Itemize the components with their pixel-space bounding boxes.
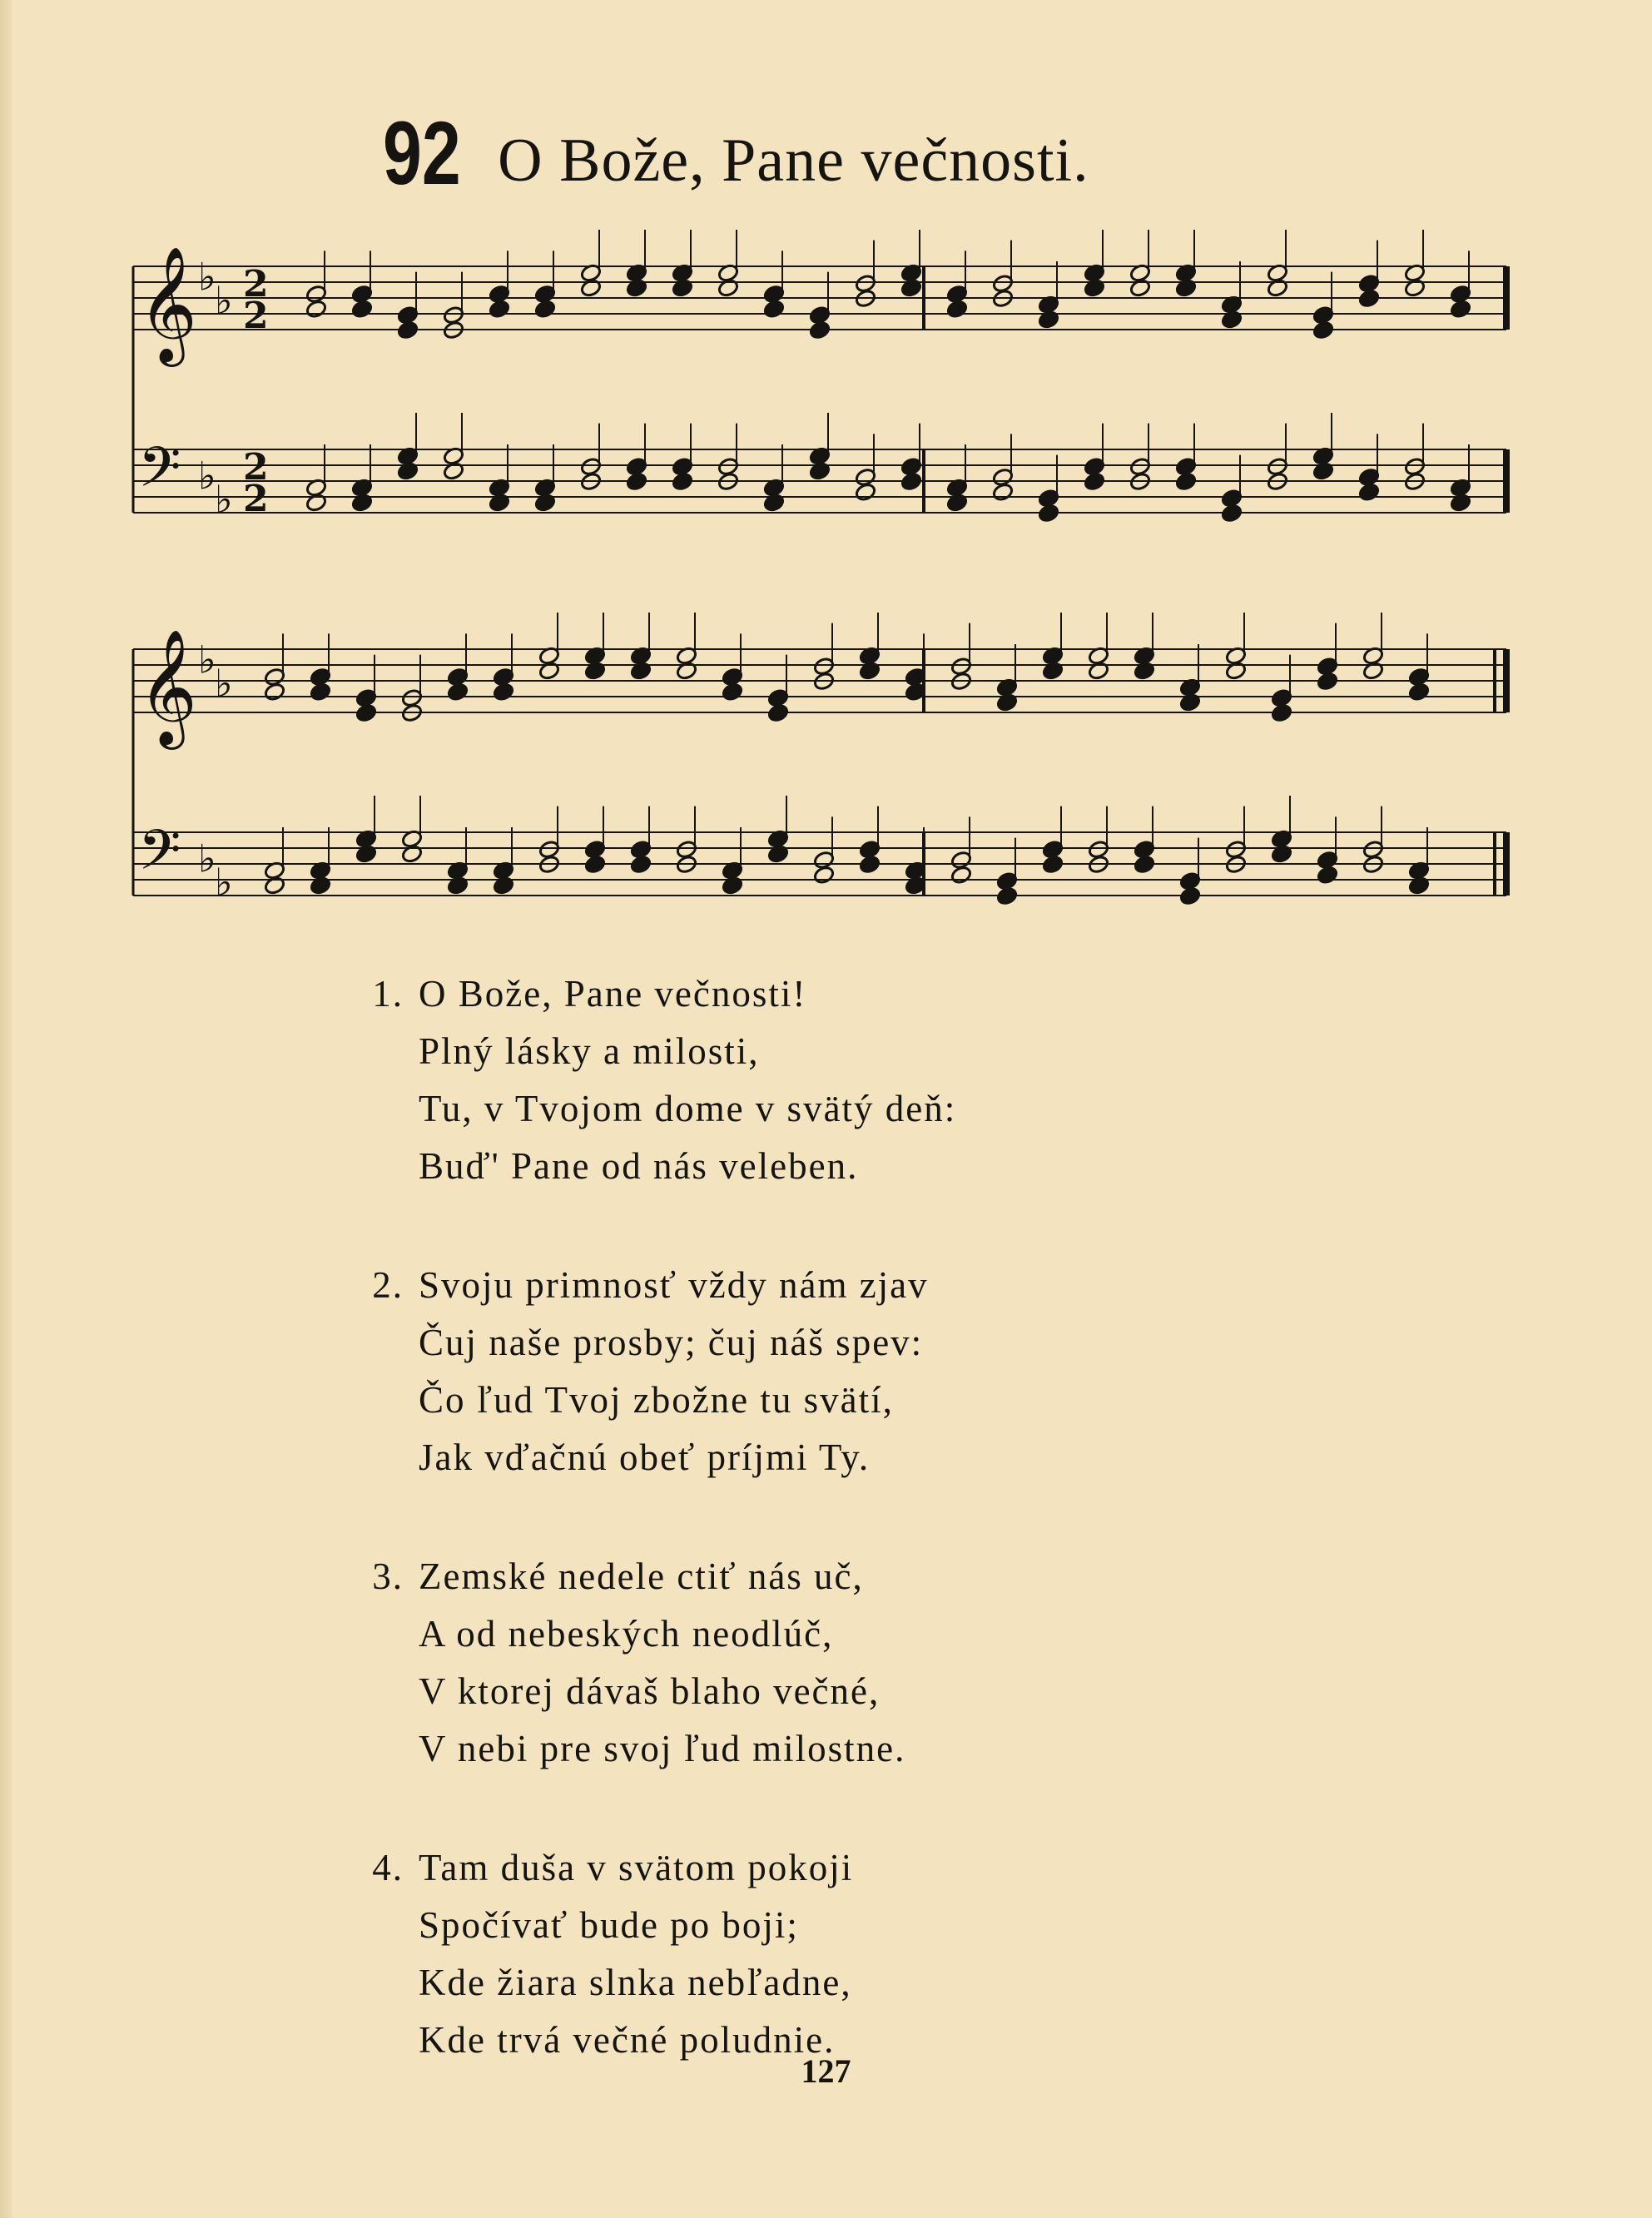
verse-line: Čo ľud Tvoj zbožne tu svätí,	[419, 1379, 894, 1421]
note-head	[1267, 278, 1289, 298]
flat-icon: ♭	[215, 477, 233, 522]
note-head	[1271, 703, 1293, 723]
note-head	[447, 682, 469, 702]
treble-clef-icon: 𝄞	[138, 246, 197, 362]
note-head	[809, 461, 831, 481]
note-head	[493, 682, 515, 702]
note-head	[1225, 661, 1248, 681]
note-head	[1042, 855, 1064, 875]
note-head	[900, 472, 923, 492]
verse-line: Čuj naše prosby; čuj náš spev:	[419, 1322, 924, 1363]
note-head	[717, 278, 740, 298]
note-head	[264, 682, 286, 702]
verse-1	[345, 965, 956, 1195]
note-head	[630, 855, 652, 875]
note-head	[1221, 504, 1243, 523]
verse-3	[345, 1548, 956, 1778]
verse-line: Jak vďačnú obeť príjmi Ty.	[419, 1436, 871, 1478]
note-head	[1408, 876, 1431, 896]
note-head	[809, 320, 831, 340]
flat-icon: ♭	[215, 661, 233, 706]
verse-line: Kde žiara slnka nebľadne,	[419, 1962, 852, 2003]
verse-line: Svoju primnosť vždy nám zjav	[419, 1264, 929, 1306]
time-signature-icon: 2	[243, 295, 269, 337]
note-head	[351, 299, 374, 319]
note-head	[584, 855, 607, 875]
note-head	[489, 299, 511, 319]
note-head	[1312, 461, 1335, 481]
flat-icon: ♭	[198, 836, 216, 881]
bass-clef-icon: 𝄢	[138, 818, 181, 896]
note-head	[813, 865, 836, 885]
note-head	[763, 493, 786, 513]
note-head	[1175, 278, 1198, 298]
note-head	[310, 876, 332, 896]
bass-clef-icon: 𝄢	[138, 435, 181, 513]
note-head	[1134, 661, 1156, 681]
verse-line: V ktorej dávaš blaho večné,	[419, 1670, 881, 1712]
note-head	[767, 703, 790, 723]
note-head	[1084, 472, 1106, 492]
note-head	[1042, 661, 1064, 681]
note-head	[584, 661, 607, 681]
note-head	[763, 299, 786, 319]
hymn-number: 92	[383, 102, 461, 203]
note-head	[900, 278, 923, 298]
note-head	[447, 876, 469, 896]
note-head	[859, 661, 881, 681]
page-number: 127	[801, 2052, 851, 2090]
time-signature-icon: 2	[243, 478, 269, 520]
note-head	[1038, 504, 1060, 523]
verse-line: Tu, v Tvojom dome v svätý deň:	[419, 1088, 957, 1129]
note-head	[1088, 661, 1110, 681]
flat-icon: ♭	[198, 453, 216, 499]
note-head	[538, 661, 561, 681]
flat-icon: ♭	[198, 637, 216, 682]
note-head	[1134, 855, 1156, 875]
note-head	[996, 692, 1019, 712]
verse-number: 3.	[372, 1556, 404, 1597]
note-head	[443, 461, 465, 481]
note-head	[676, 661, 698, 681]
verse-line: Spočívať bude po boji;	[419, 1904, 799, 1946]
note-head	[946, 493, 969, 513]
note-head	[630, 661, 652, 681]
note-head	[1404, 278, 1426, 298]
note-head	[1312, 320, 1335, 340]
note-head	[401, 844, 424, 864]
note-head	[580, 278, 603, 298]
treble-clef-icon: 𝄞	[138, 629, 197, 745]
bass-staff	[133, 818, 1506, 905]
note-head	[1317, 672, 1339, 692]
note-head	[1450, 299, 1472, 319]
note-head	[351, 493, 374, 513]
note-head	[1084, 278, 1106, 298]
music-score	[125, 225, 1523, 974]
note-head	[1179, 886, 1202, 906]
note-head	[355, 844, 378, 864]
treble-staff	[133, 246, 1506, 367]
note-head	[489, 493, 511, 513]
verse-4	[345, 1839, 956, 2069]
note-head	[397, 461, 419, 481]
note-head	[534, 493, 557, 513]
note-head	[992, 482, 1015, 502]
note-head	[855, 482, 877, 502]
hymn-title: O Bože, Pane večnosti.	[498, 127, 1089, 195]
note-head	[672, 278, 694, 298]
verse-line: Zemské nedele ctiť nás uč,	[419, 1556, 864, 1597]
time-signature-icon: 2	[243, 446, 269, 489]
note-head	[1358, 289, 1381, 309]
note-head	[859, 855, 881, 875]
time-signature-icon: 2	[243, 263, 269, 305]
note-head	[1450, 493, 1472, 513]
verse-2	[345, 1257, 956, 1486]
note-head	[1129, 278, 1152, 298]
verse-line: Kde trvá večné poludnie.	[419, 2019, 836, 2061]
note-head	[1362, 661, 1385, 681]
note-head	[722, 876, 744, 896]
note-head	[626, 278, 648, 298]
flat-icon: ♭	[215, 278, 233, 323]
note-head	[1271, 844, 1293, 864]
system-2	[133, 613, 1506, 906]
verse-line: O Bože, Pane večnosti!	[419, 973, 807, 1015]
verse-line: Plný lásky a milosti,	[419, 1030, 760, 1072]
lyrics	[345, 965, 956, 2131]
verse-line: A od nebeských neodlúč,	[419, 1613, 834, 1655]
verse-line: Tam duša v svätom pokoji	[419, 1847, 854, 1888]
verse-number: 4.	[372, 1847, 404, 1888]
note-head	[1317, 865, 1339, 885]
note-head	[1038, 310, 1060, 330]
verse-number: 1.	[372, 973, 404, 1015]
note-head	[310, 682, 332, 702]
note-head	[493, 876, 515, 896]
page-edge	[0, 0, 12, 2218]
note-head	[626, 472, 648, 492]
note-head	[355, 703, 378, 723]
hymn-header	[383, 102, 1089, 203]
note-head	[672, 472, 694, 492]
note-head	[1408, 682, 1431, 702]
note-head	[534, 299, 557, 319]
note-head	[305, 493, 328, 513]
note-head	[264, 876, 286, 896]
note-head	[1179, 692, 1202, 712]
flat-icon: ♭	[198, 254, 216, 300]
system-1	[133, 230, 1506, 523]
note-head	[946, 299, 969, 319]
note-head	[996, 886, 1019, 906]
verse-number: 2.	[372, 1264, 404, 1306]
note-head	[397, 320, 419, 340]
flat-icon: ♭	[215, 860, 233, 905]
note-head	[767, 844, 790, 864]
verse-line: V nebi pre svoj ľud milostne.	[419, 1728, 906, 1769]
note-head	[305, 299, 328, 319]
note-head	[950, 865, 973, 885]
verse-line: Buď' Pane od nás veleben.	[419, 1145, 859, 1187]
note-head	[1221, 310, 1243, 330]
note-head	[722, 682, 744, 702]
note-head	[1175, 472, 1198, 492]
note-head	[1358, 482, 1381, 502]
